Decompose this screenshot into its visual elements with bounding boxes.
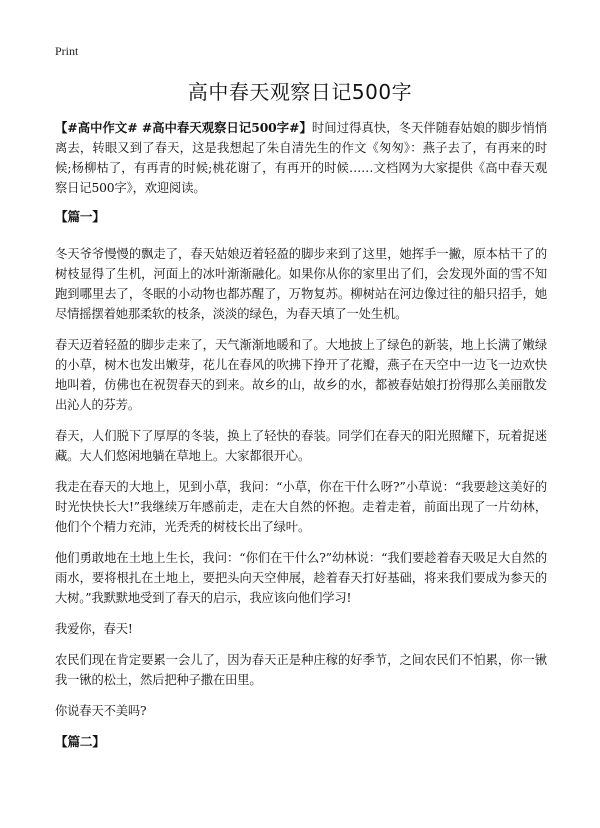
paragraph: 我走在春天的大地上，见到小草，我问：“小草，你在干什么呀?”小草说：“我要趁这美好的时光快快长大!”我继续万年感前走，走在大自然的怀抱。走着走着，前面出现了一片幼林，他们个个精力充沛，光秃秃的树枝长出了绿叶。 [55,480,547,534]
paragraph: 春天迈着轻盈的脚步走来了，天气渐渐地暖和了。大地披上了绿色的新装，地上长满了嫩绿的小草，树木也发出嫩芽，花儿在春风的吹拂下挣开了花瓣，燕子在天空中一边飞一边欢快地叫着，仿佛也在祝贺春天的到来。故乡的山，故乡的水，都被春姑娘打扮得那么美丽散发出沁人的芬芳。 [55,338,547,412]
paragraph: 春天，人们脱下了厚厚的冬装，换上了轻快的春装。同学们在春天的阳光照耀下，玩着捉迷藏。大人们悠闲地躺在草地上。大家都很开心。 [55,429,547,463]
paragraph: 农民们现在肯定要累一会儿了，因为春天正是种庄稼的好季节，之间农民们不怕累，你一锹我一锹的松土，然后把种子撒在田里。 [55,653,547,687]
article-body [55,118,547,769]
print-link[interactable]: Print [55,44,79,58]
paragraph: 我爱你，春天! [55,622,133,636]
paragraph: 他们勇敢地在土地上生长，我问：“你们在干什么?”幼林说：“我们要趁着春天吸足大自然的雨水，要将根扎在土地上，要把头向天空伸展，趁着春天打好基础，将来我们要成为参天的大树。”我默默地受到了春天的启示，我应该向他们学习! [55,551,547,605]
paragraph: 你说春天不美吗? [55,704,147,718]
page-title: 高中春天观察日记500字 [187,80,413,104]
intro-text: 时间过得真快，冬天伴随春姑娘的脚步悄悄离去，转眼又到了春天，这是我想起了朱自清先生的作文《匆匆》：燕子去了，有再来的时候;杨柳枯了，有再青的时候;桃花谢了，有再开的时候……文档网为大家提供《高中春天观察日记500字》，欢迎阅读。 [55,121,547,195]
section-heading-2: 【篇二】 [55,734,105,749]
section-heading-1: 【篇一】 [55,209,105,224]
intro-tags: 【#高中作文# #高中春天观察日记500字#】 [55,120,312,135]
paragraph: 冬天爷爷慢慢的飘走了，春天姑娘迈着轻盈的脚步来到了这里，她挥手一撇，原本枯干了的树枝显得了生机，河面上的冰叶渐渐融化。如果你从你的家里出了们，会发现外面的雪不知跑到哪里去了，冬眠的小动物也都苏醒了，万物复苏。柳树站在河边像过往的船只招手，她尽情摇摆着她那柔软的枝条，淡淡的绿色，为春天填了一处生机。 [55,247,547,321]
intro-paragraph [55,118,547,198]
